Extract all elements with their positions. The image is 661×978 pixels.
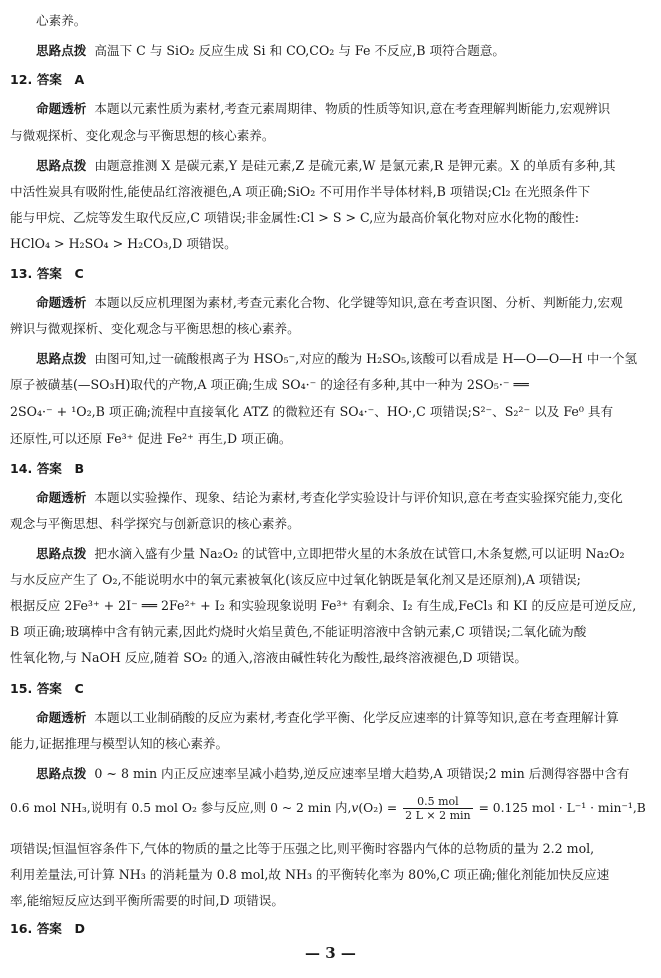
rate-argument: (O₂) = [358,801,398,815]
answer-heading: 15. 答案 C [10,681,84,696]
rate-fraction [403,795,473,822]
answer-heading: 14. 答案 B [10,461,85,476]
tip-paragraph-line [36,765,630,783]
fraction-denominator: 2 L × 2 min [405,809,471,822]
text-line: 由图可知,过一硫酸根离子为 HSO₅⁻,对应的酸为 H₂SO₅,该酸可以看成是 H—O—O—H 中一个氢 [94,351,638,366]
text-line: 能力,证据推理与模型认知的核心素养。 [10,736,229,751]
analysis-paragraph-line [36,709,619,727]
label-analysis: 命题透析 [36,101,87,116]
tip-paragraph-line [36,42,505,60]
text-line: 中活性炭具有吸附性,能使品红溶液褪色,A 项正确;SiO₂ 不可用作半导体材料,B 项错误;Cl₂ 在光照条件下 [10,184,591,199]
text-line: 辨识与微观探析、变化观念与平衡思想的核心素养。 [10,321,300,336]
formula-text-after: = 0.125 mol · L⁻¹ · min⁻¹,B [478,801,646,815]
analysis-paragraph-line [36,294,623,312]
formula-line [10,794,646,822]
text-line: 本题以实验操作、现象、结论为素材,考查化学实验设计与评价知识,意在考查实验探究能力,变化 [94,490,623,505]
fraction-numerator: 0.5 mol [403,795,473,809]
text-line: 率,能缩短反应达到平衡所需要的时间,D 项错误。 [10,893,284,908]
text-line: 原子被磺基(—SO₃H)取代的产物,A 项正确;生成 SO₄·⁻ 的途径有多种,其中一种为 2SO₅·⁻ ══ [10,377,529,392]
formula-text-before: 0.6 mol NH₃,说明有 0.5 mol O₂ 参与反应,则 0 ~ 2 min 内, [10,801,352,815]
page-number: — 3 — [305,944,356,962]
text-line: 与微观探析、变化观念与平衡思想的核心素养。 [10,128,275,143]
text-line: 与水反应产生了 O₂,不能说明水中的氧元素被氧化(该反应中过氧化钠既是氧化剂又是还原剂),A 项错误; [10,572,581,587]
text-line: 本题以元素性质为素材,考查元素周期律、物质的性质等知识,意在考查理解判断能力,宏观辨识 [94,101,611,116]
text-line: 由题意推测 X 是碳元素,Y 是硅元素,Z 是硫元素,W 是氯元素,R 是钾元素。X 的单质有多种,其 [94,158,616,173]
text-line: 高温下 C 与 SiO₂ 反应生成 Si 和 CO,CO₂ 与 Fe 不反应,B 项符合题意。 [94,43,506,58]
text-line: HClO₄ > H₂SO₄ > H₂CO₃,D 项错误。 [10,236,237,251]
label-tip: 思路点拨 [36,43,87,58]
label-analysis: 命题透析 [36,295,87,310]
text-line: 把水滴入盛有少量 Na₂O₂ 的试管中,立即把带火星的木条放在试管口,木条复燃,可以证明 Na₂O₂ [94,546,625,561]
answer-heading: 16. 答案 D [10,921,85,936]
tip-paragraph-line [36,157,615,175]
text-line: 性氧化物,与 NaOH 反应,随着 SO₂ 的通入,溶液由碱性转化为酸性,最终溶液褪色,D 项错误。 [10,650,527,665]
answer-heading: 13. 答案 C [10,266,84,281]
answer-heading: 12. 答案 A [10,72,85,87]
text-line: 还原性,可以还原 Fe³⁺ 促进 Fe²⁺ 再生,D 项正确。 [10,431,292,446]
text-line: 心素养。 [36,13,87,28]
text-line: 0 ~ 8 min 内正反应速率呈减小趋势,逆反应速率呈增大趋势,A 项错误;2 min 后测得容器中含有 [94,766,630,781]
label-tip: 思路点拨 [36,158,87,173]
analysis-paragraph-line [36,100,610,118]
text-line: 本题以反应机理图为素材,考查元素化合物、化学键等知识,意在考查识图、分析、判断能力,宏观 [94,295,623,310]
tip-paragraph-line [36,545,625,563]
text-line: 2SO₄·⁻ + ¹O₂,B 项正确;流程中直接氧化 ATZ 的微粒还有 SO₄·⁻、HO·,C 项错误;S²⁻、S₂²⁻ 以及 Fe⁰ 具有 [10,404,614,419]
label-tip: 思路点拨 [36,351,87,366]
analysis-paragraph-line [36,489,623,507]
text-line: 利用差量法,可计算 NH₃ 的消耗量为 0.8 mol,故 NH₃ 的平衡转化率为 80%,C 项正确;催化剂能加快反应速 [10,867,610,882]
label-tip: 思路点拨 [36,546,87,561]
text-line: 项错误;恒温恒容条件下,气体的物质的量之比等于压强之比,则平衡时容器内气体的总物质的量为 2.2 mol, [10,841,595,856]
tip-paragraph-line [36,350,637,368]
label-tip: 思路点拨 [36,766,87,781]
text-line: B 项正确;玻璃棒中含有钠元素,因此灼烧时火焰呈黄色,不能证明溶液中含钠元素,C 项错误;二氧化硫为酸 [10,624,587,639]
rate-symbol: v [351,801,359,815]
label-analysis: 命题透析 [36,710,87,725]
text-line: 能与甲烷、乙烷等发生取代反应,C 项错误;非金属性:Cl > S > C,应为最高价氧化物对应水化物的酸性: [10,210,579,225]
text-line: 本题以工业制硝酸的反应为素材,考查化学平衡、化学反应速率的计算等知识,意在考查理解计算 [94,710,619,725]
text-line: 观念与平衡思想、科学探究与创新意识的核心素养。 [10,516,300,531]
text-line: 根据反应 2Fe³⁺ + 2I⁻ ══ 2Fe²⁺ + I₂ 和实验现象说明 Fe³⁺ 有剩余、I₂ 有生成,FeCl₃ 和 KI 的反应是可逆反应, [10,598,637,613]
label-analysis: 命题透析 [36,490,87,505]
